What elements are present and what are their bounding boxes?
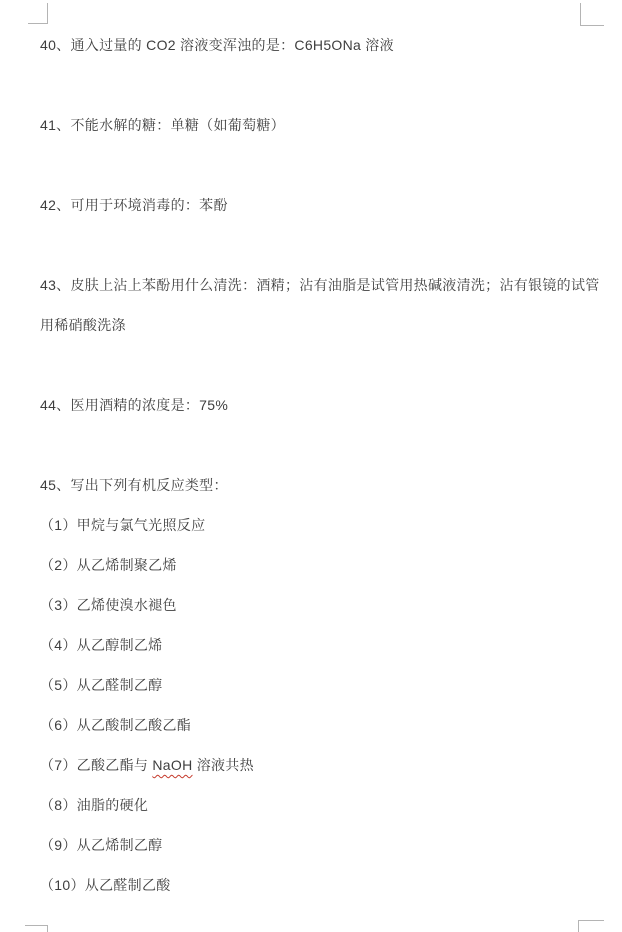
text-segment: 41、不能水解的糖：单糖（如葡萄糖） [40,117,285,133]
text-line [40,825,580,865]
paragraph-q42 [40,185,580,225]
text-segment: 42、可用于环境消毒的：苯酚 [40,197,228,213]
text-segment: （9）从乙烯制乙醇 [40,837,163,853]
text-segment: （6）从乙酸制乙酸乙酯 [40,717,192,733]
text-line [40,545,580,585]
text-segment: （4）从乙醇制乙烯 [40,637,163,653]
text-line [40,865,580,905]
text-segment: 45、写出下列有机反应类型： [40,477,228,493]
text-segment: （2）从乙烯制聚乙烯 [40,557,177,573]
paragraph-item-4 [40,625,580,665]
text-line [40,305,580,345]
text-line [40,625,580,665]
document-content [40,25,600,905]
text-line [40,505,580,545]
crop-mark-top-right-icon [580,3,604,26]
paragraph-q40 [40,25,580,65]
text-line [40,105,580,145]
text-segment: （5）从乙醛制乙醇 [40,677,163,693]
text-line [40,705,580,745]
text-line [40,385,580,425]
text-segment: 40、通入过量的 CO2 溶液变浑浊的是：C6H5ONa 溶液 [40,37,394,53]
text-segment: （1）甲烷与氯气光照反应 [40,517,206,533]
text-line [40,465,580,505]
crop-mark-bottom-left-icon [25,925,48,932]
crop-mark-bottom-right-icon [578,920,604,932]
paragraph-item-7 [40,745,580,785]
text-line [40,585,580,625]
paragraph-q41 [40,105,580,145]
text-line [40,745,580,785]
crop-mark-top-left-icon [28,3,48,24]
paragraph-item-6 [40,705,580,745]
text-line [40,665,580,705]
paragraph-item-8 [40,785,580,825]
text-segment: （3）乙烯使溴水褪色 [40,597,177,613]
paragraph-item-9 [40,825,580,865]
paragraph-q45 [40,465,580,505]
text-line [40,265,600,305]
text-line [40,785,580,825]
paragraph-item-1 [40,505,580,545]
paragraph-item-10 [40,865,580,905]
text-segment: （8）油脂的硬化 [40,797,149,813]
text-segment: 溶液共热 [192,757,254,773]
paragraph-item-2 [40,545,580,585]
paragraph-item-5 [40,665,580,705]
paragraph-q44 [40,385,580,425]
paragraph-item-3 [40,585,580,625]
misspelled-word: NaOH [152,757,193,773]
text-line [40,185,580,225]
text-segment: 44、医用酒精的浓度是：75% [40,397,229,413]
text-segment: （10）从乙醛制乙酸 [40,877,171,893]
paragraph-q43 [40,265,600,345]
text-segment: 43、皮肤上沾上苯酚用什么清洗：酒精；沾有油脂是试管用热碱液清洗；沾有银镜的试管 [40,277,600,293]
text-segment: 用稀硝酸洗涤 [40,317,126,333]
text-segment: （7）乙酸乙酯与 [40,757,153,773]
text-line [40,25,580,65]
